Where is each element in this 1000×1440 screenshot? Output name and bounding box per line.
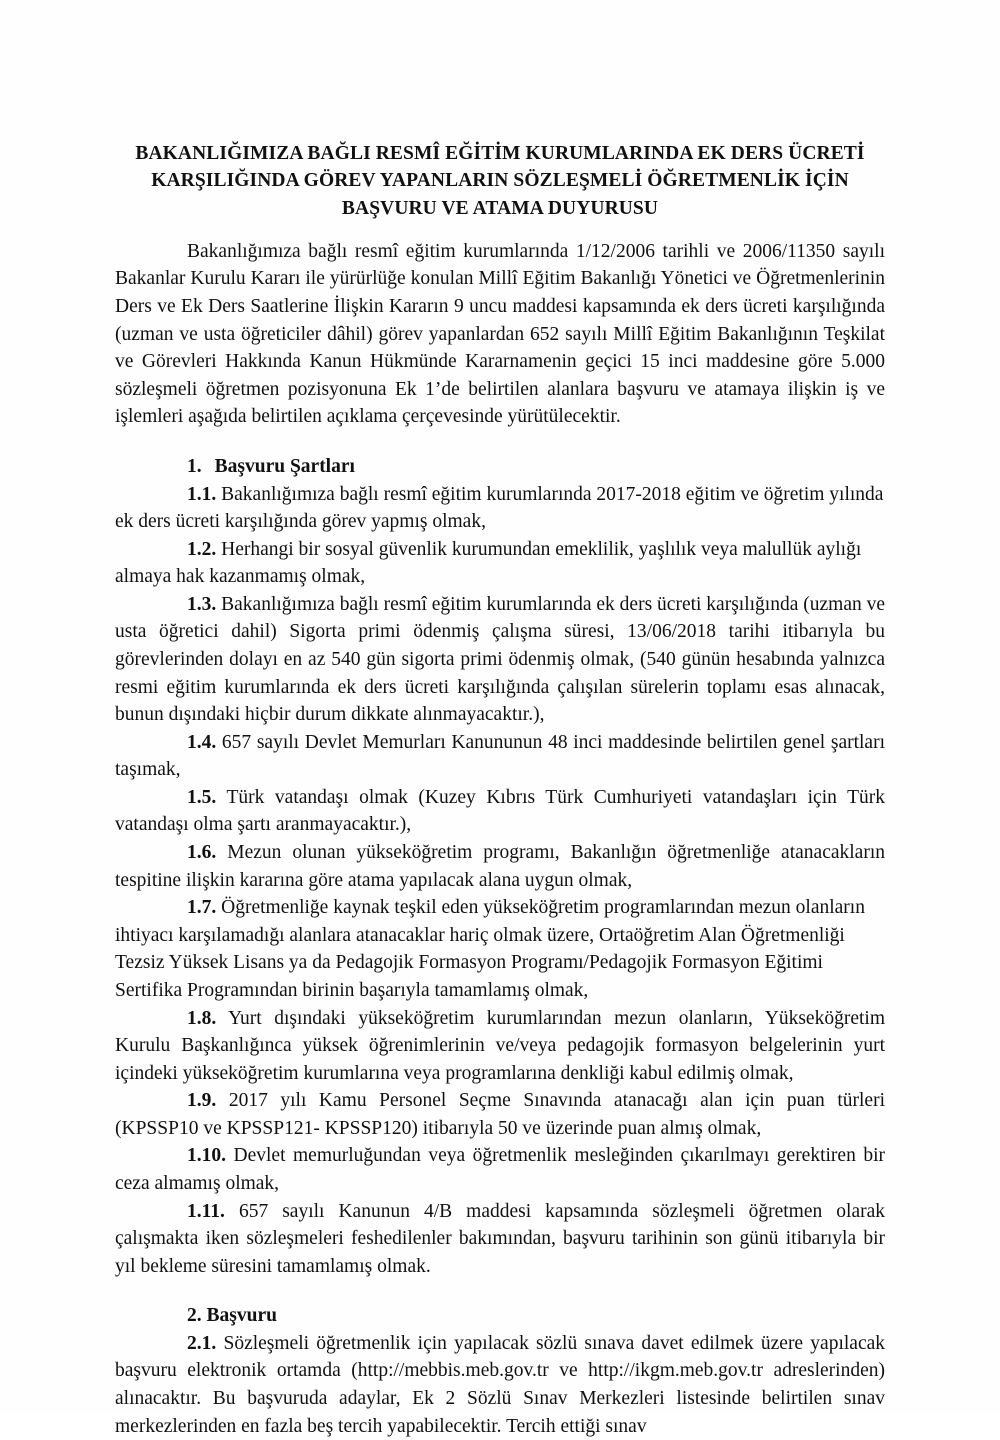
item-text: Bakanlığımıza bağlı resmî eğitim kurumlarında ek ders ücreti karşılığında (uzman ve usta öğretici dahil) Sigorta primi ödenmiş çalışma süresi, 13/06/2018 tarihi itibarıyla bu görevlerinden dolayı en az 540 gün sigorta primi ödenmiş olmak, (540 günün hesabında yalnızca resmi eğitim kurumlarında ek ders ücreti karşılığında çalışılan sürelerin toplamı esas alınacak, bunun dışındaki hiçbir durum dikkate alınmayacaktır.), xyxy=(115,593,886,726)
item-number: 1.9. xyxy=(187,1090,217,1112)
list-item xyxy=(115,1005,885,1088)
item-text: Öğretmenliğe kaynak teşkil eden yükseköğretim programlarından mezun olanların ihtiyacı karşılamadığı alanlara atanacaklar hariç olmak üzere, Ortaöğretim Alan Öğretmenliği Tezsiz Yüksek Lisans ya da Pedagojik Formasyon Programı/Pedagojik Formasyon Eğitimi Sertifika Programından birinin başarıyla tamamlamış olmak, xyxy=(115,897,865,1001)
section-heading-2 xyxy=(115,1302,885,1330)
section-number-1: 1. xyxy=(187,455,202,477)
item-text: Herhangi bir sosyal güvenlik kurumundan emeklilik, yaşlılık veya malullük aylığı almaya hak kazanmamış olmak, xyxy=(115,538,862,588)
list-item xyxy=(115,784,885,839)
list-item xyxy=(115,481,885,536)
item-number: 1.3. xyxy=(187,593,217,615)
list-item xyxy=(115,894,885,1004)
item-text: Devlet memurluğundan veya öğretmenlik mesleğinden çıkarılmayı gerektiren bir ceza almamış olmak, xyxy=(115,1145,885,1194)
item-number: 2.1. xyxy=(187,1332,217,1354)
page-title-line-2: KARŞILIĞINDA GÖREV YAPANLARIN SÖZLEŞMELİ ÖĞRETMENLİK İÇİN xyxy=(151,170,849,192)
section-number-2: 2. xyxy=(187,1305,202,1327)
item-number: 1.1. xyxy=(187,483,217,505)
list-item xyxy=(115,1330,885,1440)
list-item xyxy=(115,1142,885,1197)
list-item xyxy=(115,591,885,729)
item-number: 1.11. xyxy=(187,1200,225,1222)
item-text: 657 sayılı Devlet Memurları Kanununun 48 inci maddesinde belirtilen genel şartları taşımak, xyxy=(115,731,886,781)
item-text: Sözleşmeli öğretmenlik için yapılacak sözlü sınava davet edilmek üzere yapılacak başvuru elektronik ortamda (http://mebbis.meb.gov.tr ve http://ikgm.meb.gov.tr adreslerinden) alınacaktır. Bu başvuruda adaylar, Ek 2 Sözlü Sınav Merkezleri listesinde belirtilen sınav merkezlerinden en fazla beş tercih yapabilecektir. Tercih ettiği sınav xyxy=(115,1332,885,1437)
item-text: Yurt dışındaki yükseköğretim kurumlarından mezun olanların, Yükseköğretim Kurulu Başkanlığınca yüksek öğrenimlerinin ve/veya pedagojik formasyon belgelerinin yurt içindeki yükseköğretim kurumlarına veya programlarına denkliği kabul edilmiş olmak, xyxy=(115,1007,885,1084)
item-number: 1.7. xyxy=(187,897,217,919)
item-text: 2017 yılı Kamu Personel Seçme Sınavında atanacağı alan için puan türleri (KPSSP10 ve KPSSP121- KPSSP120) itibarıyla 50 ve üzerinde puan almış olmak, xyxy=(115,1090,885,1139)
item-number: 1.10. xyxy=(187,1145,226,1167)
item-text: Bakanlığımıza bağlı resmî eğitim kurumlarında 2017-2018 eğitim ve öğretim yılında ek ders ücreti karşılığında görev yapmış olmak, xyxy=(115,483,884,533)
section-heading-1 xyxy=(115,453,885,481)
item-number: 1.4. xyxy=(187,731,217,753)
section-title-1: Başvuru Şartları xyxy=(214,455,355,477)
item-number: 1.6. xyxy=(187,842,217,864)
intro-paragraph: Bakanlığımıza bağlı resmî eğitim kurumlarında 1/12/2006 tarihli ve 2006/11350 sayılı Bakanlar Kurulu Kararı ile yürürlüğe konulan Millî Eğitim Bakanlığı Yönetici ve Öğretmenlerinin Ders ve Ek Ders Saatlerine İlişkin Kararın 9 uncu maddesi kapsamında ek ders ücreti karşılığında (uzman ve usta öğreticiler dâhil) görev yapanlardan 652 sayılı Millî Eğitim Bakanlığının Teşkilat ve Görevleri Hakkında Kanun Hükmünde Kararnamenin geçici 15 inci maddesine göre 5.000 sözleşmeli öğretmen pozisyonuna Ek 1’de belirtilen alanlara başvuru ve atamaya ilişkin iş ve işlemleri aşağıda belirtilen açıklama çerçevesinde yürütülecektir. xyxy=(115,240,885,428)
list-item xyxy=(115,839,885,894)
list-item xyxy=(115,1087,885,1142)
item-number: 1.5. xyxy=(187,786,217,808)
item-number: 1.2. xyxy=(187,538,217,560)
page-title-line-3: BAŞVURU VE ATAMA DUYURUSU xyxy=(341,197,659,219)
item-text: Mezun olunan yükseköğretim programı, Bakanlığın öğretmenliğe atanacakların tespitine ilişkin kararına göre atama yapılacak alana uygun olmak, xyxy=(115,842,885,891)
section-title-2: Başvuru xyxy=(206,1305,277,1327)
item-number: 1.8. xyxy=(187,1007,217,1029)
list-item xyxy=(115,1198,885,1281)
page-title-line-1: BAKANLIĞIMIZA BAĞLI RESMÎ EĞİTİM KURUMLARINDA EK DERS ÜCRETİ xyxy=(135,143,865,164)
item-text: 657 sayılı Kanunun 4/B maddesi kapsamında sözleşmeli öğretmen olarak çalışmakta iken sözleşmeleri feshedilenler bakımından, başvuru tarihinin son günü itibarıyla bir yıl bekleme süresini tamamlamış olmak. xyxy=(115,1200,885,1277)
list-item xyxy=(115,729,885,784)
list-item xyxy=(115,536,885,591)
page-title xyxy=(115,140,885,222)
item-text: Türk vatandaşı olmak (Kuzey Kıbrıs Türk Cumhuriyeti vatandaşları için Türk vatandaşı olma şartı aranmayacaktır.), xyxy=(115,786,885,836)
